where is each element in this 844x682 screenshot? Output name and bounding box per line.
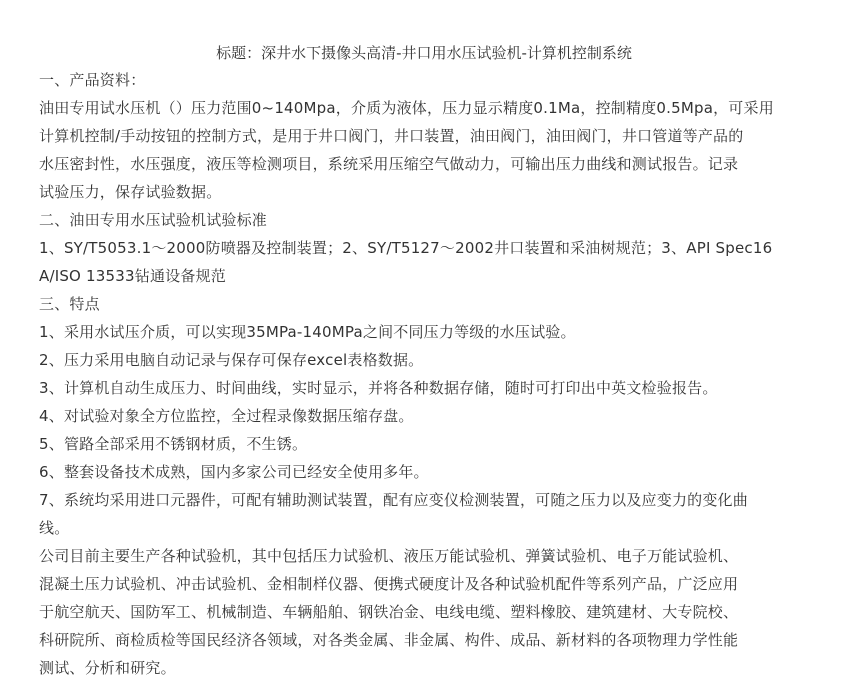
paragraph-line: 油田专用试水压机（）压力范围0~140Mpa，介质为液体，压力显示精度0.1Ma，控制精度0.5Mpa，可采用 bbox=[39, 99, 774, 117]
feature-item: 6、整套设备技术成熟，国内多家公司已经安全使用多年。 bbox=[39, 463, 429, 481]
feature-item: 5、管路全部采用不锈钢材质，不生锈。 bbox=[39, 435, 308, 453]
article-content bbox=[39, 66, 819, 682]
heading-features: 三、特点 bbox=[39, 295, 100, 313]
article-title: 标题：深井水下摄像头高清-井口用水压试验机-计算机控制系统 bbox=[216, 44, 632, 62]
feature-item: 线。 bbox=[39, 519, 70, 537]
paragraph-line: A/ISO 13533钻通设备规范 bbox=[39, 267, 226, 285]
company-paragraph-line: 测试、分析和研究。 bbox=[39, 659, 176, 677]
feature-item: 1、采用水试压介质，可以实现35MPa-140MPa之间不同压力等级的水压试验。 bbox=[39, 323, 576, 341]
heading-test-standards: 二、油田专用水压试验机试验标准 bbox=[39, 211, 268, 229]
paragraph-line: 计算机控制/手动按钮的控制方式，是用于井口阀门，井口装置，油田阀门，油田阀门，井口管道等产品的 bbox=[39, 127, 744, 145]
heading-product-info: 一、产品资料： bbox=[39, 71, 146, 89]
company-paragraph-line: 公司目前主要生产各种试验机，其中包括压力试验机、液压万能试验机、弹簧试验机、电子万能试验机、 bbox=[39, 547, 739, 565]
feature-item: 7、系统均采用进口元器件，可配有辅助测试装置，配有应变仪检测装置，可随之压力以及应变力的变化曲 bbox=[39, 491, 748, 509]
company-paragraph-line: 混凝土压力试验机、冲击试验机、金相制样仪器、便携式硬度计及各种试验机配件等系列产品，广泛应用 bbox=[39, 575, 739, 593]
feature-item: 4、对试验对象全方位监控，全过程录像数据压缩存盘。 bbox=[39, 407, 414, 425]
paragraph-line: 试验压力，保存试验数据。 bbox=[39, 183, 222, 201]
company-paragraph-line: 科研院所、商检质检等国民经济各领域，对各类金属、非金属、构件、成品、新材料的各项物理力学性能 bbox=[39, 631, 739, 649]
document-body bbox=[39, 40, 819, 682]
paragraph-line: 1、SY/T5053.1～2000防喷器及控制装置；2、SY/T5127～2002井口装置和采油树规范；3、API Spec16 bbox=[39, 239, 773, 257]
feature-item: 3、计算机自动生成压力、时间曲线，实时显示，并将各种数据存储，随时可打印出中英文检验报告。 bbox=[39, 379, 718, 397]
feature-item: 2、压力采用电脑自动记录与保存可保存excel表格数据。 bbox=[39, 351, 424, 369]
company-paragraph-line: 于航空航天、国防军工、机械制造、车辆船舶、钢铁冶金、电线电缆、塑料橡胶、建筑建材、大专院校、 bbox=[39, 603, 739, 621]
paragraph-line: 水压密封性，水压强度，液压等检测项目，系统采用压缩空气做动力，可输出压力曲线和测试报告。记录 bbox=[39, 155, 739, 173]
